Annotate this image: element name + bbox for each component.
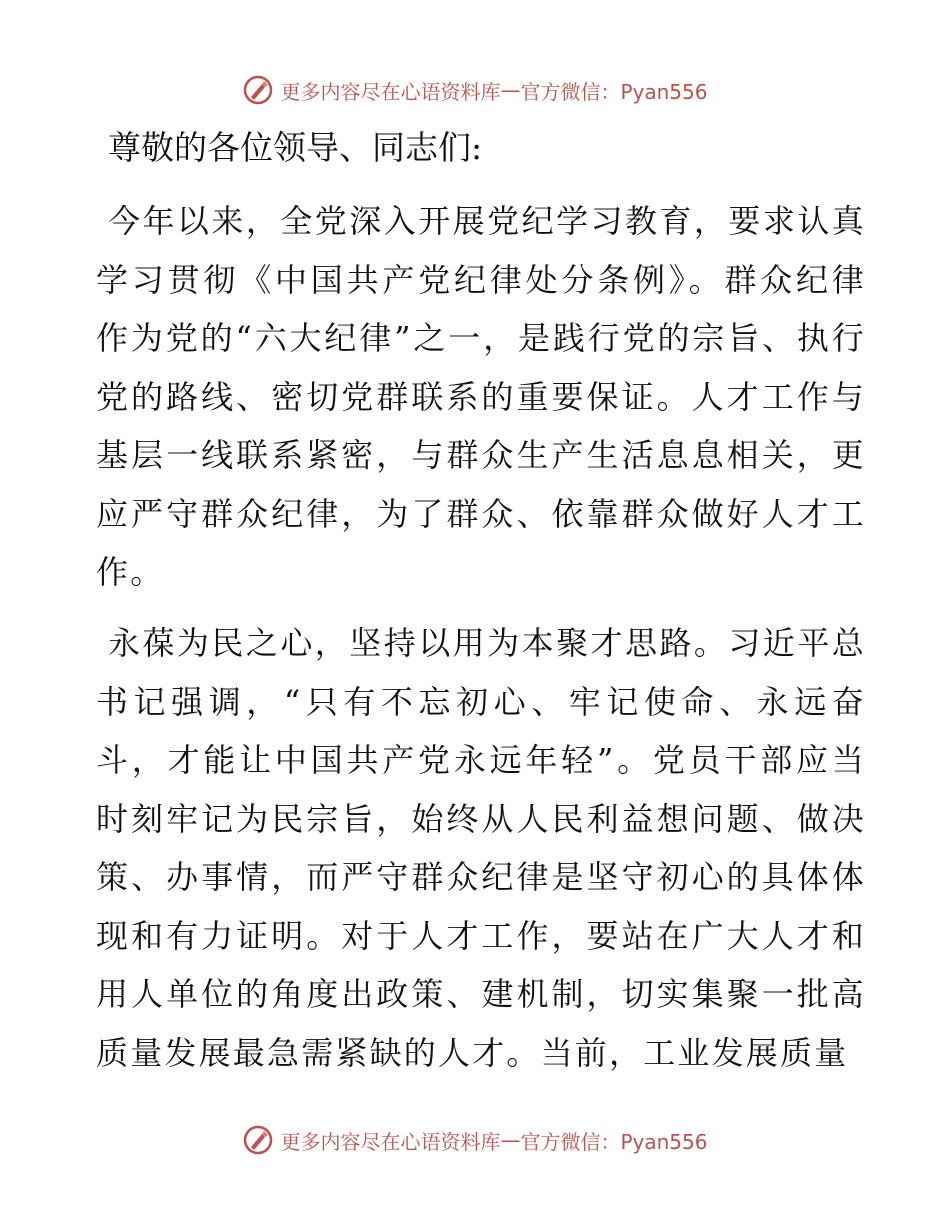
- paragraph-1: 今年以来，全党深入开展党纪学习教育，要求认真学习贯彻《中国共产党纪律处分条例》。群众纪律作为党的“六大纪律”之一，是践行党的宗旨、执行党的路线、密切党群联系的重要保证。人才工作与基层一线联系紧密，与群众生产生活息息相关，更应严守群众纪律，为了群众、依靠群众做好人才工作。: [96, 202, 866, 591]
- banner-text: 更多内容尽在心语资料库: [280, 1129, 501, 1154]
- header-banner: [0, 70, 950, 110]
- paragraph-2: 永葆为民之心，坚持以用为本聚才思路。习近平总书记强调，“只有不忘初心、牢记使命、永远奋斗，才能让中国共产党永远年轻”。党员干部应当时刻牢记为民宗旨，始终从人民利益想问题、做决策、办事情，而严守群众纪律是坚守初心的具体体现和有力证明。对于人才工作，要站在广大人才和用人单位的角度出政策、建机制，切实集聚一批高质量发展最急需紧缺的人才。当前，工业发展质量: [96, 624, 866, 1072]
- footer-banner: [0, 1120, 950, 1160]
- banner-separator: —: [500, 1128, 521, 1152]
- pen-circle-logo-icon: [242, 74, 274, 106]
- banner-separator: —: [500, 78, 521, 102]
- greeting: 尊敬的各位领导、同志们:: [108, 128, 483, 167]
- pen-circle-logo-icon: [242, 1124, 274, 1156]
- banner-wechat: 官方微信：Pyan556: [520, 79, 708, 104]
- banner-wechat: 官方微信：Pyan556: [520, 1129, 708, 1154]
- banner-text: 更多内容尽在心语资料库: [280, 79, 501, 104]
